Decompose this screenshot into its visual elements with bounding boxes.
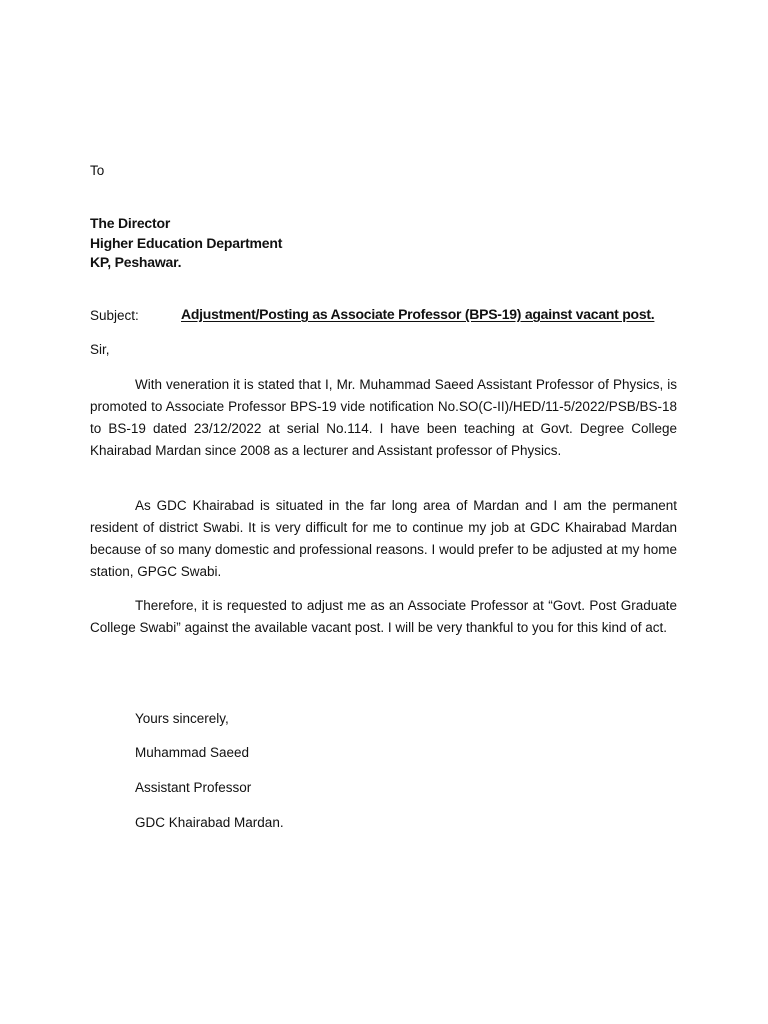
signer-institution: GDC Khairabad Mardan. (135, 815, 284, 830)
recipient-line-3: KP, Peshawar. (90, 254, 182, 270)
sign-off: Yours sincerely, (135, 711, 229, 726)
body-paragraph-3 (90, 595, 677, 639)
recipient-line-1: The Director (90, 215, 171, 231)
paragraph-text: Therefore, it is requested to adjust me as an Associate Professor at “Govt. Post Graduate College Swabi” against the available vacant post. I will be very thankful to you for this kind of act. (90, 598, 677, 635)
signer-designation: Assistant Professor (135, 780, 252, 795)
paragraph-text: With veneration it is stated that I, Mr. Muhammad Saeed Assistant Professor of Physics, is promoted to Associate Professor BPS-19 vide notification No.SO(C-II)/HED/11-5/2022/PSB/BS-18 to BS-19 dated 23/12/2022 at serial No.114. I have been teaching at Govt. Degree College Khairabad Mardan since 2008 as a lecturer and Assistant professor of Physics. (90, 377, 677, 458)
subject-label: Subject: (90, 308, 139, 323)
body-paragraph-1 (90, 374, 677, 462)
signer-name: Muhammad Saeed (135, 745, 250, 760)
body-paragraph-2 (90, 495, 677, 583)
salutation: Sir, (90, 342, 110, 357)
recipient-line-2: Higher Education Department (90, 235, 283, 251)
paragraph-text: As GDC Khairabad is situated in the far long area of Mardan and I am the permanent resident of district Swabi. It is very difficult for me to continue my job at GDC Khairabad Mardan because of so many domestic and professional reasons. I would prefer to be adjusted at my home station, GPGC Swabi. (90, 498, 677, 579)
to-label: To (90, 163, 105, 178)
subject-text: Adjustment/Posting as Associate Professor (BPS-19) against vacant post. (181, 306, 655, 322)
